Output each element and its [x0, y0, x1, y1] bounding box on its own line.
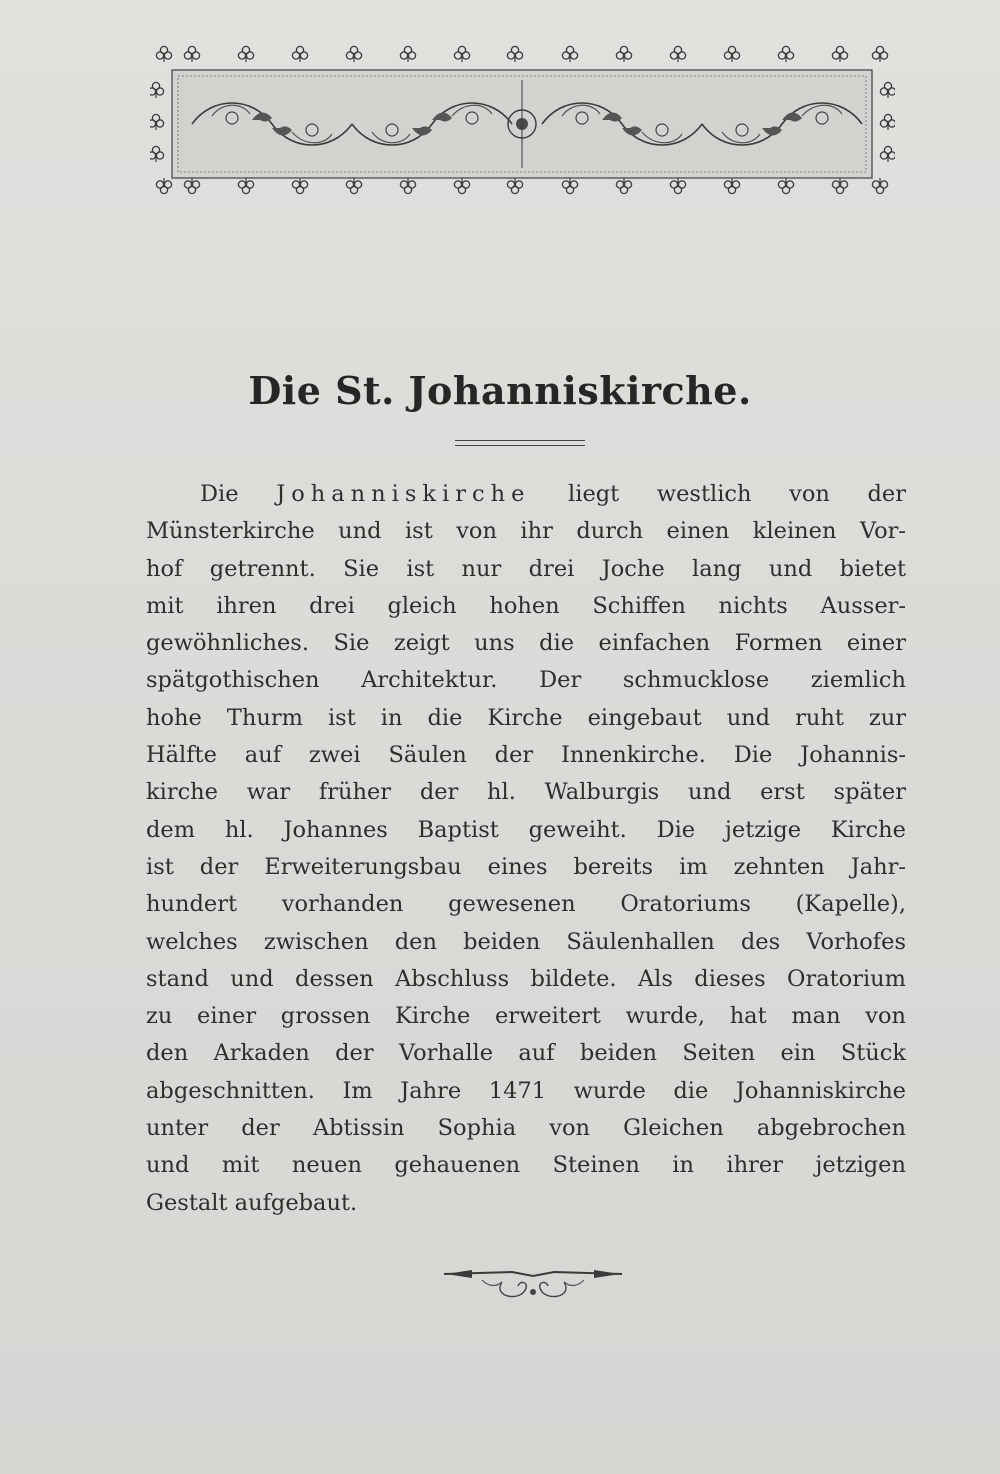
- text-line: stand und dessen Abschluss bildete. Als dieses Oratorium: [146, 965, 906, 992]
- text-line: mit ihren drei gleich hohen Schiffen nichts Ausser-: [146, 592, 906, 619]
- text-line: und mit neuen gehauenen Steinen in ihrer jetzigen: [146, 1152, 906, 1179]
- text-line: hof getrennt. Sie ist nur drei Joche lang und bietet: [146, 555, 906, 582]
- emphasized-word: Johanniskirche: [276, 481, 531, 507]
- text-line: Die Johanniskirche liegt westlich von der: [200, 481, 906, 507]
- title-rule: [455, 445, 585, 446]
- body-paragraph: [146, 476, 906, 1222]
- text-line: kirche war früher der hl. Walburgis und erst später: [146, 779, 906, 806]
- text-line: hohe Thurm ist in die Kirche eingebaut und ruht zur: [146, 704, 906, 731]
- text-line: den Arkaden der Vorhalle auf beiden Seiten ein Stück: [146, 1040, 906, 1067]
- text-line: welches zwischen den beiden Säulenhallen des Vorhofes: [146, 928, 906, 955]
- header-ornament-icon: [150, 40, 895, 200]
- text-line: hundert vorhanden gewesenen Oratoriums (Kapelle),: [146, 891, 906, 918]
- text-line: Hälfte auf zwei Säulen der Innenkirche. Die Johannis-: [146, 742, 906, 769]
- text-line: Gestalt aufgebaut.: [146, 1189, 358, 1216]
- text-line: dem hl. Johannes Baptist geweiht. Die jetzige Kirche: [146, 816, 906, 843]
- text-line: zu einer grossen Kirche erweitert wurde, hat man von: [146, 1003, 906, 1030]
- text-line: unter der Abtissin Sophia von Gleichen abgebrochen: [146, 1115, 906, 1142]
- page-title: Die St. Johanniskirche.: [248, 368, 752, 413]
- text-line: abgeschnitten. Im Jahre 1471 wurde die Johanniskirche: [146, 1077, 906, 1104]
- text-line: gewöhnliches. Sie zeigt uns die einfachen Formen einer: [146, 630, 906, 657]
- title-rule: [455, 440, 585, 441]
- text-line: ist der Erweiterungsbau eines bereits im zehnten Jahr-: [146, 853, 906, 880]
- text-line: spätgothischen Architektur. Der schmucklose ziemlich: [146, 667, 906, 694]
- tailpiece-ornament-icon: [442, 1262, 624, 1308]
- text-line: Münsterkirche und ist von ihr durch einen kleinen Vor-: [146, 518, 906, 545]
